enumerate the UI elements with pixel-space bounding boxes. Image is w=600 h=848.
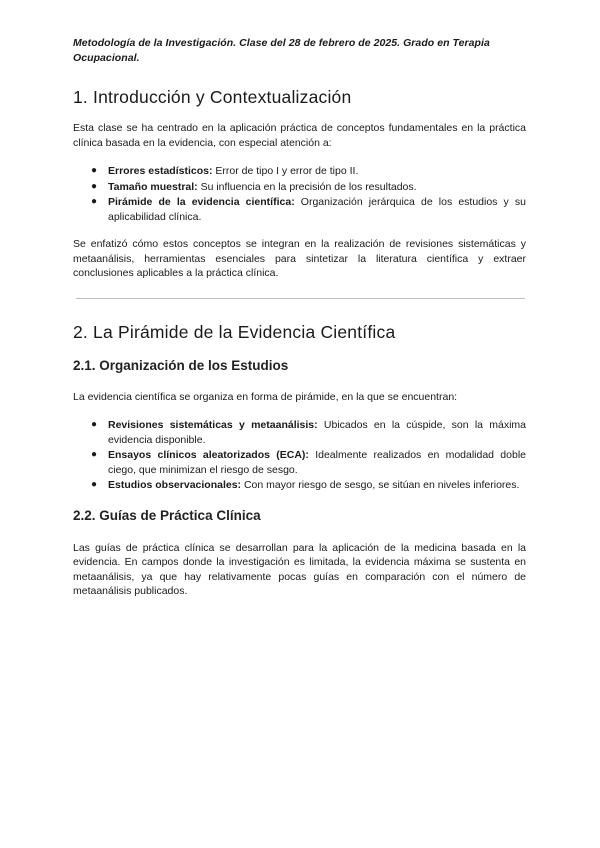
bullet-icon: ● [91,196,98,207]
list-item-term: Estudios observacionales: [108,479,242,491]
subsection-2-2-text: Las guías de práctica clínica se desarrollan para la aplicación de la medicina basada en la evidencia. En campos donde la investigación es limitada, la evidencia máxima se sustenta en metaanálisis, ya que hay relativamente pocas guías en comparación con el número de metaanálisis publicados. [73,541,526,597]
section-2-title: 2. La Pirámide de la Evidencia Científica [73,321,396,342]
subsection-2-2-title: 2.2. Guías de Práctica Clínica [73,507,261,523]
list-item-text: Ubicados en la cúspide, son la máxima evidencia disponible. [108,419,526,446]
list-item [73,478,526,493]
bullet-icon: ● [91,419,98,430]
subsection-2-1-title: 2.1. Organización de los Estudios [73,357,289,373]
list-item-term: Revisiones sistemáticas y metaanálisis: [108,419,318,431]
list-item-text: Idealmente realizados en modalidad doble ciego, que minimizan el riesgo de sesgo. [108,449,526,476]
bullet-icon: ● [91,165,98,176]
list-item-text: Su influencia en la precisión de los resultados. [197,180,417,193]
horizontal-divider [76,298,525,299]
list-item [73,164,526,179]
list-item [73,448,526,477]
list-item-text: Con mayor riesgo de sesgo, se sitúan en niveles inferiores. [241,479,520,491]
section-1-intro: Esta clase se ha centrado en la aplicación práctica de conceptos fundamentales en la práctica clínica basada en la evidencia, con especial atención a: [73,122,526,149]
section-1-closing: Se enfatizó cómo estos conceptos se integran en la realización de revisiones sistemáticas y metaanálisis, herramientas esenciales para sintetizar la literatura científica y extraer conclusiones aplicables a la práctica clínica. [73,238,526,279]
bullet-icon: ● [91,449,98,460]
list-item-term: Tamaño muestral: [108,180,198,193]
section-1-title: 1. Introducción y Contextualización [73,87,352,107]
subsection-2-1-intro: La evidencia científica se organiza en forma de pirámide, en la que se encuentran: [73,390,458,403]
bullet-icon: ● [91,479,98,490]
list-item-term: Errores estadísticos: [108,165,213,177]
list-item-text: Error de tipo I y error de tipo II. [212,165,359,177]
document-header: Metodología de la Investigación. Clase del 28 de febrero de 2025. Grado en Terapia Ocupacional. [73,37,490,64]
subsection-2-1-list [73,418,526,493]
list-item [73,418,526,447]
list-item-term: Pirámide de la evidencia científica: [108,196,295,208]
list-item [73,195,526,224]
section-1-list [73,164,526,224]
bullet-icon: ● [91,180,98,192]
list-item-text: Organización jerárquica de los estudios y su aplicabilidad clínica. [108,196,526,223]
list-item [73,180,526,195]
list-item-term: Ensayos clínicos aleatorizados (ECA): [108,449,309,461]
